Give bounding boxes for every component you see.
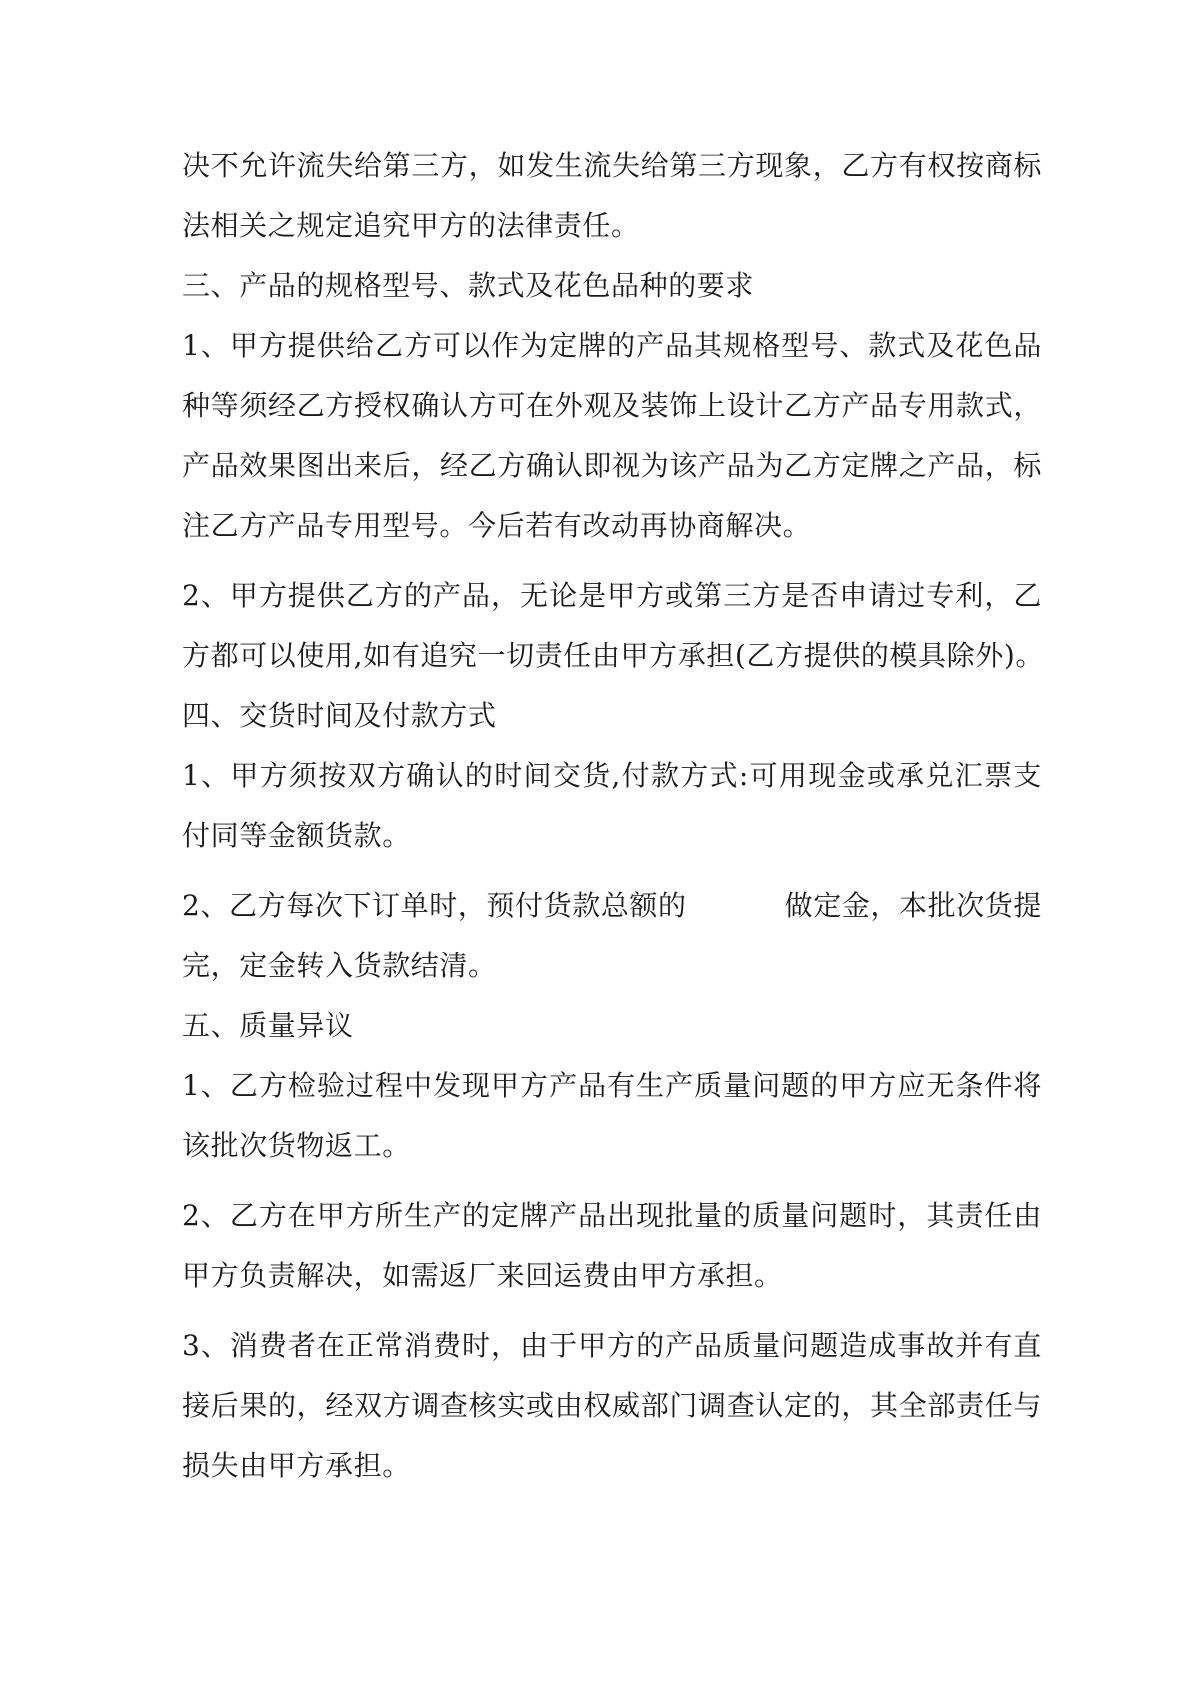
deposit-line: [182, 876, 1042, 936]
text-line: 甲方负责解决，如需返厂来回运费由甲方承担。: [182, 1259, 783, 1292]
text-line: 付同等金额货款。: [182, 819, 411, 852]
text-line: 接后果的，经双方调查核实或由权威部门调查认定的，其全部责任与: [182, 1389, 1042, 1422]
section-heading-4: 四、交货时间及付款方式: [182, 699, 497, 732]
deposit-line-after: 做定金，本批次货提: [784, 889, 1042, 922]
text-line: 法相关之规定追究甲方的法律责任。: [182, 209, 640, 242]
section-heading-3: 三、产品的规格型号、款式及花色品种的要求: [182, 269, 755, 302]
text-line: 产品效果图出来后，经乙方确认即视为该产品为乙方定牌之产品，标: [182, 449, 1042, 482]
text-line: 3、消费者在正常消费时，由于甲方的产品质量问题造成事故并有直: [182, 1329, 1042, 1362]
text-line: 决不允许流失给第三方，如发生流失给第三方现象，乙方有权按商标: [182, 149, 1042, 182]
text-line: 1、甲方须按双方确认的时间交货,付款方式:可用现金或承兑汇票支: [182, 759, 1042, 792]
text-line: 种等须经乙方授权确认方可在外观及装饰上设计乙方产品专用款式，: [182, 389, 1042, 422]
text-line: 1、甲方提供给乙方可以作为定牌的产品其规格型号、款式及花色品: [182, 329, 1042, 362]
section-heading-5: 五、质量异议: [182, 1009, 354, 1042]
text-line: 损失由甲方承担。: [182, 1449, 411, 1482]
text-line: 注乙方产品专用型号。今后若有改动再协商解决。: [182, 509, 812, 542]
text-line: 2、甲方提供乙方的产品，无论是甲方或第三方是否申请过专利，乙: [182, 579, 1042, 612]
deposit-line-before: 2、乙方每次下订单时，预付货款总额的: [182, 889, 687, 922]
text-line: 该批次货物返工。: [182, 1129, 411, 1162]
text-line: 2、乙方在甲方所生产的定牌产品出现批量的质量问题时，其责任由: [182, 1199, 1042, 1232]
text-line: 方都可以使用,如有追究一切责任由甲方承担(乙方提供的模具除外)。: [182, 639, 1044, 672]
text-line: 完，定金转入货款结清。: [182, 949, 497, 982]
text-line: 1、乙方检验过程中发现甲方产品有生产质量问题的甲方应无条件将: [182, 1069, 1042, 1102]
